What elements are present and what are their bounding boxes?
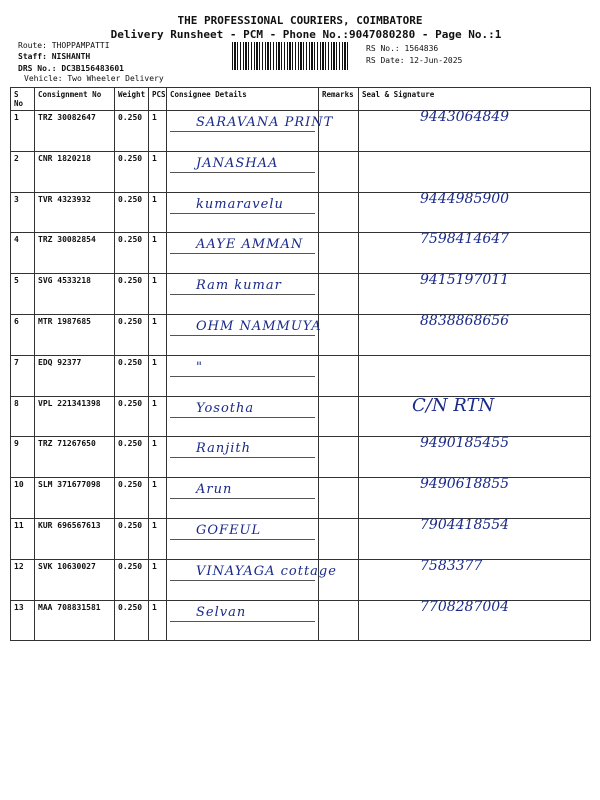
col-consignee: Consignee Details [167,88,319,111]
handwritten-consignee: Yosotha [196,400,255,416]
row-weight: 0.250 [115,478,149,519]
row-consignment: MAA 708831581 [35,600,115,641]
handwritten-consignee: kumaravelu [196,196,284,212]
col-sno: S No [11,88,35,111]
row-consignment: SVK 10630027 [35,559,115,600]
table-row [11,396,591,437]
row-signature [359,151,591,192]
handwritten-consignee: Selvan [196,604,247,620]
row-pcs: 1 [149,355,167,396]
row-sno: 13 [11,600,35,641]
row-sno: 8 [11,396,35,437]
row-pcs: 1 [149,274,167,315]
staff-label: Staff: NISHANTH [18,52,91,61]
row-weight: 0.250 [115,274,149,315]
row-weight: 0.250 [115,192,149,233]
consignee-line [170,480,315,499]
row-remarks [319,192,359,233]
row-sno: 4 [11,233,35,274]
handwritten-consignee: VINAYAGA cottage [196,563,337,579]
handwritten-signature: 7904418554 [420,517,510,533]
rs-number: RS No.: 1564836 [366,44,439,53]
row-remarks [319,274,359,315]
table-header-row [11,88,591,111]
company-title: THE PROFESSIONAL COURIERS, COIMBATORE [177,14,423,27]
row-weight: 0.250 [115,111,149,152]
row-remarks [319,437,359,478]
row-remarks [319,355,359,396]
handwritten-signature: 7598414647 [420,231,510,248]
table-row [11,151,591,192]
row-consignee [167,478,319,519]
row-weight: 0.250 [115,600,149,641]
handwritten-consignee: Arun [196,482,233,498]
row-pcs: 1 [149,600,167,641]
consignee-line [170,358,315,377]
handwritten-signature: 9490185455 [420,435,510,452]
handwritten-signature: 9415197011 [420,272,510,289]
rs-date: RS Date: 12-Jun-2025 [366,56,463,65]
col-signature: Seal & Signature [359,88,591,111]
row-pcs: 1 [149,478,167,519]
row-consignment: TRZ 30082854 [35,233,115,274]
handwritten-signature: 8838868656 [420,313,510,329]
handwritten-consignee: " [196,359,203,375]
row-pcs: 1 [149,437,167,478]
row-sno: 3 [11,192,35,233]
vehicle-label: Vehicle: Two Wheeler Delivery [24,74,164,83]
handwritten-signature: 9444985900 [420,190,510,207]
row-consignee [167,355,319,396]
row-consignment: CNR 1820218 [35,151,115,192]
barcode [232,42,348,70]
row-sno: 2 [11,151,35,192]
handwritten-consignee: Ranjith [196,441,251,457]
row-weight: 0.250 [115,151,149,192]
handwritten-signature: C/N RTN [412,394,495,416]
drs-number: DRS No.: DC3B156483601 [18,64,124,73]
row-weight: 0.250 [115,396,149,437]
row-consignment: SLM 371677098 [35,478,115,519]
row-pcs: 1 [149,314,167,355]
row-pcs: 1 [149,192,167,233]
row-pcs: 1 [149,518,167,559]
row-remarks [319,518,359,559]
row-sno: 6 [11,314,35,355]
row-pcs: 1 [149,151,167,192]
row-consignment: VPL 221341398 [35,396,115,437]
route-label: Route: THOPPAMPATTI [18,41,110,50]
handwritten-consignee: OHM NAMMUYA [196,319,322,334]
row-remarks [319,478,359,519]
col-consignment: Consignment No [35,88,115,111]
table-row [11,355,591,396]
row-sno: 12 [11,559,35,600]
handwritten-consignee: Ram kumar [196,278,282,294]
handwritten-signature: 7583377 [420,557,483,574]
row-consignment: TVR 4323932 [35,192,115,233]
handwritten-consignee: JANASHAA [196,155,279,171]
handwritten-consignee: AAYE AMMAN [196,237,304,253]
row-pcs: 1 [149,111,167,152]
handwritten-signature: 9443064849 [420,109,510,125]
col-weight: Weight [115,88,149,111]
col-pcs: PCS [149,88,167,111]
row-remarks [319,151,359,192]
handwritten-consignee: SARAVANA PRINT [196,115,334,130]
row-consignment: TRZ 71267650 [35,437,115,478]
row-consignment: KUR 696567613 [35,518,115,559]
row-sno: 7 [11,355,35,396]
handwritten-consignee: GOFEUL [196,523,262,538]
row-remarks [319,314,359,355]
row-remarks [319,600,359,641]
row-weight: 0.250 [115,314,149,355]
row-sno: 1 [11,111,35,152]
row-pcs: 1 [149,559,167,600]
row-sno: 9 [11,437,35,478]
row-consignment: SVG 4533218 [35,274,115,315]
runsheet-table [10,87,591,641]
row-weight: 0.250 [115,518,149,559]
row-weight: 0.250 [115,437,149,478]
row-pcs: 1 [149,233,167,274]
handwritten-signature: 7708287004 [420,598,510,615]
row-signature [359,355,591,396]
row-sno: 5 [11,274,35,315]
row-weight: 0.250 [115,233,149,274]
handwritten-signature: 9490618855 [420,476,510,493]
row-pcs: 1 [149,396,167,437]
row-sno: 11 [11,518,35,559]
row-weight: 0.250 [115,355,149,396]
row-remarks [319,233,359,274]
row-consignment: MTR 1987685 [35,314,115,355]
row-sno: 10 [11,478,35,519]
col-remarks: Remarks [319,88,359,111]
row-remarks [319,396,359,437]
runsheet-subtitle: Delivery Runsheet - PCM - Phone No.:9047080280 - Page No.:1 [110,28,502,41]
row-consignment: TRZ 30082647 [35,111,115,152]
row-weight: 0.250 [115,559,149,600]
row-consignment: EDQ 92377 [35,355,115,396]
